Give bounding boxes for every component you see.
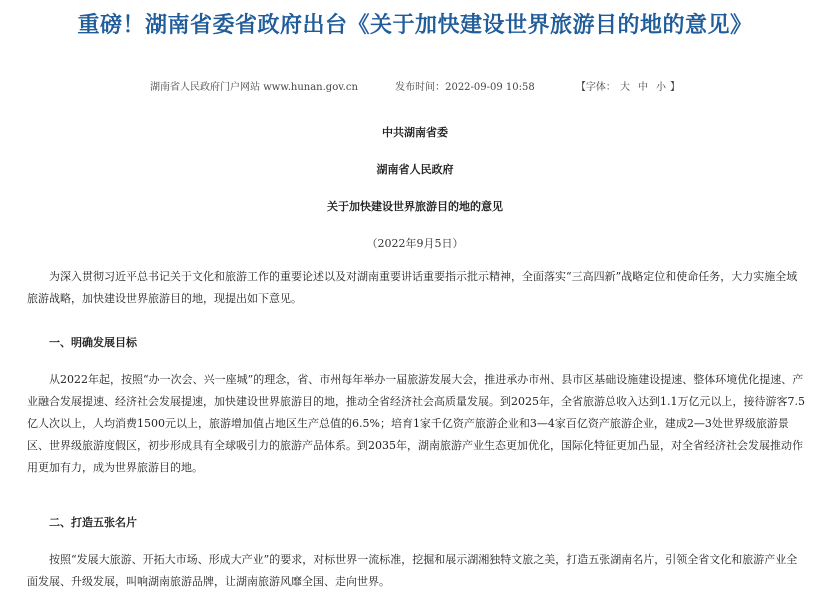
font-size-selector bbox=[576, 78, 680, 93]
section-2-paragraph: 按照“发展大旅游、开拓大市场、形成大产业”的要求，对标世界一流标准，挖掘和展示湖湘独特文旅之美，打造五张湖南名片，引领全省文化和旅游产业全面发展、升级发展，叫响湖南旅游品牌，让湖南旅游风靡全国、走向世界。 bbox=[27, 553, 798, 588]
article-title: 重磅！湖南省委省政府出台《关于加快建设世界旅游目的地的意见》 bbox=[77, 13, 753, 38]
issuer-party-committee: 中共湖南省委 bbox=[382, 126, 448, 139]
section-heading-1: 一、明确发展目标 bbox=[49, 336, 137, 349]
publish-label: 发布时间： bbox=[395, 82, 446, 93]
issuer-provincial-government: 湖南省人民政府 bbox=[376, 163, 454, 176]
publish-info bbox=[395, 78, 535, 93]
document-date: （2022年9月5日） bbox=[366, 237, 464, 250]
font-size-large-link[interactable]: 大 bbox=[619, 82, 630, 93]
font-size-small-link[interactable]: 小 bbox=[655, 82, 666, 93]
font-size-medium-link[interactable]: 中 bbox=[637, 82, 648, 93]
publish-date: 2022-09-09 10:58 bbox=[445, 82, 535, 93]
article-meta bbox=[0, 78, 830, 93]
document-title: 关于加快建设世界旅游目的地的意见 bbox=[327, 200, 503, 213]
section-1-paragraph: 从2022年起，按照“办一次会、兴一座城”的理念，省、市州每年举办一届旅游发展大会，推进承办市州、县市区基础设施建设提速、整体环境优化提速、产业融合发展提速、经济社会发展提速，加快建设世界旅游目的地，推动全省经济社会高质量发展。到2025年，全省旅游总收入达到1.1万亿元以上，接待游客7.5亿人次以上，人均消费1500元以上，旅游增加值占地区生产总值的6.5%；培育1家千亿资产旅游企业和3—4家百亿资产旅游企业，建成2—3处世界级旅游景区、世界级旅游度假区，初步形成具有全球吸引力的旅游产品体系。到2035年，湖南旅游产业生态更加优化，国际化特征更加凸显，对全省经济社会发展推动作用更加有力，成为世界旅游目的地。 bbox=[27, 373, 805, 474]
source-label: 湖南省人民政府门户网站 www.hunan.gov.cn bbox=[150, 82, 358, 93]
font-size-label: 【字体： bbox=[575, 82, 616, 93]
font-size-close: 】 bbox=[669, 82, 680, 93]
section-heading-2: 二、打造五张名片 bbox=[49, 516, 137, 529]
intro-paragraph: 为深入贯彻习近平总书记关于文化和旅游工作的重要论述以及对湖南重要讲话重要指示批示精神，全面落实“三高四新”战略定位和使命任务，大力实施全域旅游战略，加快建设世界旅游目的地，现提出如下意见。 bbox=[27, 270, 798, 305]
